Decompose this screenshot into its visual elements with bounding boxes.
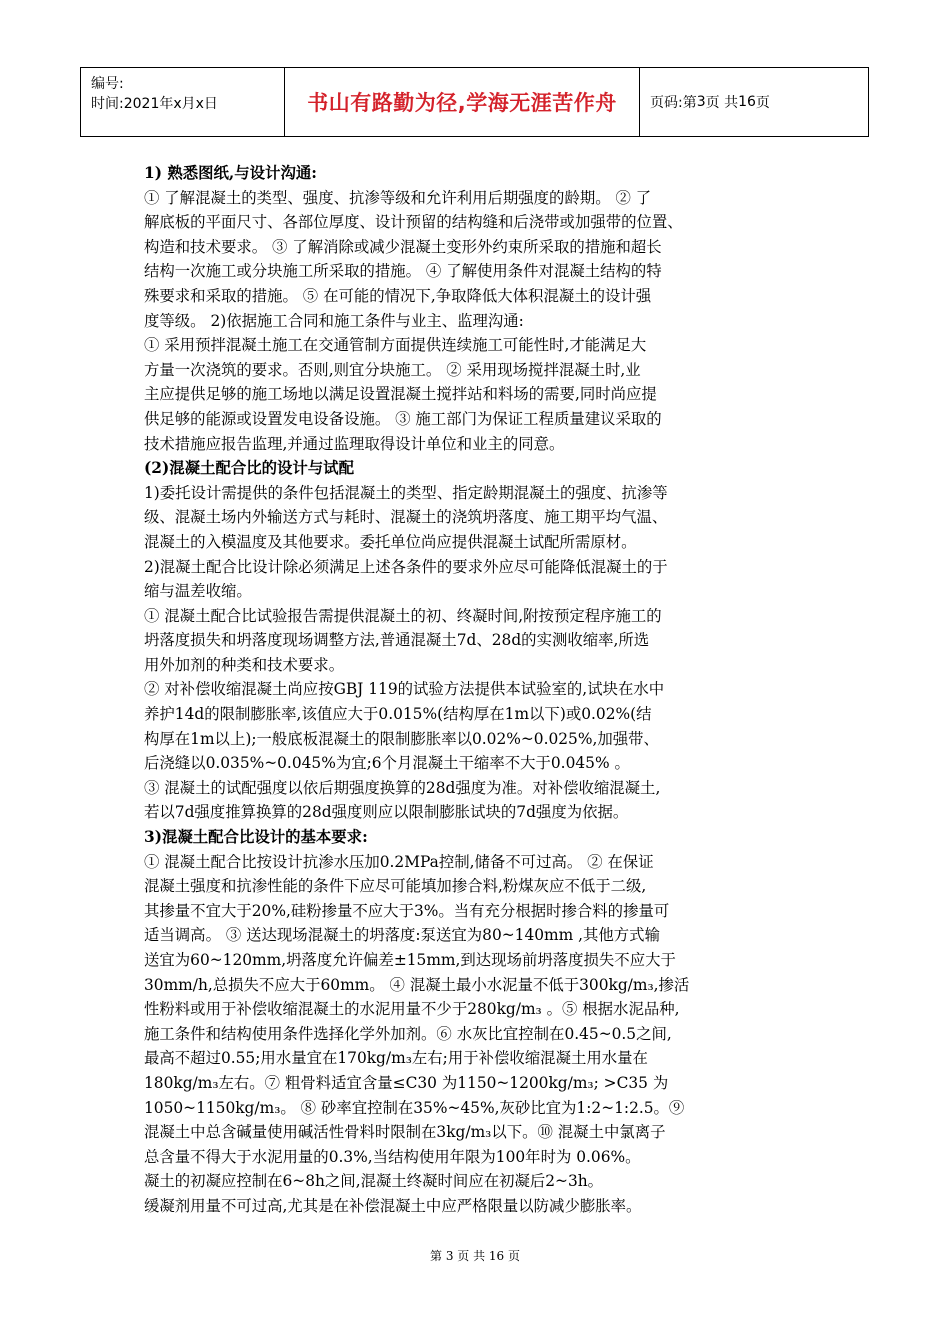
body-text-line: 混凝土中总含碱量使用碱活性骨料时限制在3kg/m₃以下。⑩ 混凝土中氯离子 (144, 1123, 666, 1142)
body-text-line: 性粉料或用于补偿收缩混凝土的水泥用量不少于280kg/m₃ 。⑤ 根据水泥品种, (144, 1000, 680, 1019)
body-text-line: ② 对补偿收缩混凝土尚应按GBJ 119的试验方法提供本试验室的,试块在水中 (144, 680, 665, 699)
page-current: 3 (696, 94, 706, 110)
body-text-line: 混凝土强度和抗渗性能的条件下应尽可能填加掺合料,粉煤灰应不低于二级, (144, 877, 647, 896)
body-text-line: 其掺量不宜大于20%,硅粉掺量不应大于3%。当有充分根据时掺合料的掺量可 (144, 901, 670, 920)
header-page-info (640, 68, 868, 136)
number-label: 编号: (91, 76, 124, 92)
body-text-line: 度等级。 2)依据施工合同和施工条件与业主、监理沟通: (144, 311, 524, 330)
body-text-line: 混凝土的入模温度及其他要求。委托单位尚应提供混凝土试配所需原材。 (144, 532, 637, 551)
body-text-line: 最高不超过0.55;用水量宜在170kg/m₃左右;用于补偿收缩混凝土用水量在 (144, 1049, 648, 1068)
body-text-line: 2)混凝土配合比设计除必须满足上述各条件的要求外应尽可能降低混凝土的于 (144, 557, 668, 576)
body-text-line: 养护14d的限制膨胀率,该值应大于0.015%(结构厚在1m以下)或0.02%(结 (144, 705, 652, 724)
body-text-line: ③ 混凝土的试配强度以依后期强度换算的28d强度为准。对补偿收缩混凝土, (144, 778, 661, 797)
time-label: 时间:2021年x月x日 (91, 96, 218, 112)
body-text-line: 解底板的平面尺寸、各部位厚度、设计预留的结构缝和后浇带或加强带的位置、 (144, 213, 683, 232)
body-text-line: ① 了解混凝土的类型、强度、抗渗等级和允许利用后期强度的龄期。 ② 了 (144, 188, 652, 207)
body-text-line: 级、混凝土场内外输送方式与耗时、混凝土的浇筑坍落度、施工期平均气温、 (144, 508, 668, 527)
body-text-line: 方量一次浇筑的要求。否则,则宜分块施工。 ② 采用现场搅拌混凝土时,业 (144, 360, 641, 379)
page-header (80, 67, 869, 137)
body-text-line: 主应提供足够的施工场地以满足设置混凝土搅拌站和料场的需要,同时尚应提 (144, 385, 657, 404)
section-heading-line: 3)混凝土配合比设计的基本要求: (144, 828, 368, 847)
body-text-line: 用外加剂的种类和技术要求。 (144, 655, 345, 674)
body-text-line: ① 混凝土配合比按设计抗渗水压加0.2MPa控制,储备不可过高。 ② 在保证 (144, 852, 654, 871)
page-total: 16 (738, 94, 756, 110)
body-text-line: 送宜为60~120mm,坍落度允许偏差±15mm,到达现场前坍落度损失不应大于 (144, 951, 676, 969)
page-suffix: 页 (755, 95, 770, 111)
body-text-line: 结构一次施工或分块施工所采取的措施。 ④ 了解使用条件对混凝土结构的特 (144, 262, 662, 281)
body-text-line: 供足够的能源或设置发电设备设施。 ③ 施工部门为保证工程质量建议采取的 (144, 409, 662, 428)
body-text-line: 缩与温差收缩。 (144, 582, 252, 601)
page-footer: 第 3 页 共 16 页 (430, 1249, 520, 1263)
body-text-line: 后浇缝以0.035%~0.045%为宜;6个月混凝土干缩率不大于0.045% 。 (144, 754, 630, 773)
body-text-line: 施工条件和结构使用条件选择化学外加剂。⑥ 水灰比宜控制在0.45~0.5之间, (144, 1024, 672, 1043)
page-middle: 页 共 (705, 95, 739, 111)
body-text-line: 殊要求和采取的措施。 ⑤ 在可能的情况下,争取降低大体积混凝土的设计强 (144, 286, 652, 305)
body-text-line: 技术措施应报告监理,并通过监理取得设计单位和业主的同意。 (144, 434, 565, 453)
body-text-line: 构造和技术要求。 ③ 了解消除或减少混凝土变形外约束所采取的措施和超长 (144, 237, 662, 256)
page-prefix: 页码:第 (650, 95, 697, 111)
motto-text: 书山有路勤为径,学海无涯苦作舟 (307, 91, 617, 115)
body-text-line: 若以7d强度推算换算的28d强度则应以限制膨胀试块的7d强度为依据。 (144, 803, 629, 822)
body-text-line: 构厚在1m以上);一般底板混凝土的限制膨胀率以0.02%~0.025%,加强带、 (144, 729, 659, 748)
section-heading-line: 1) 熟悉图纸,与设计沟通: (144, 164, 317, 182)
body-text-line: 180kg/m₃左右。⑦ 粗骨料适宜含量≤C30 为1150~1200kg/m₃; >C35 为 (144, 1073, 669, 1092)
body-text-line: 30mm/h,总损失不应大于60mm。 ④ 混凝土最小水泥量不低于300kg/m₃,掺活 (144, 975, 690, 994)
body-text-line: 坍落度损失和坍落度现场调整方法,普通混凝土7d、28d的实测收缩率,所选 (144, 631, 650, 650)
body-text-line: 缓凝剂用量不可过高,尤其是在补偿混凝土中应严格限量以防减少膨胀率。 (144, 1196, 642, 1215)
document-body (144, 161, 814, 1219)
body-text-line: ① 混凝土配合比试验报告需提供混凝土的初、终凝时间,附按预定程序施工的 (144, 606, 662, 625)
body-text-line: 1050~1150kg/m₃。 ⑧ 砂率宜控制在35%~45%,灰砂比宜为1:2~1:2.5。⑨ (144, 1098, 685, 1117)
body-text-line: 适当调高。 ③ 送达现场混凝土的坍落度:泵送宜为80~140mm ,其他方式输 (144, 926, 660, 945)
body-text-line: ① 采用预拌混凝土施工在交通管制方面提供连续施工可能性时,才能满足大 (144, 336, 647, 355)
body-text-line: 总含量不得大于水泥用量的0.3%,当结构使用年限为100年时为 0.06%。 (144, 1147, 641, 1166)
header-motto-cell (285, 68, 640, 136)
body-text-line: 1)委托设计需提供的条件包括混凝土的类型、指定龄期混凝土的强度、抗渗等 (144, 483, 668, 502)
body-text-line: 凝土的初凝应控制在6~8h之间,混凝土终凝时间应在初凝后2~3h。 (144, 1172, 604, 1191)
header-meta (81, 68, 285, 136)
section-heading-line: (2)混凝土配合比的设计与试配 (144, 459, 354, 478)
